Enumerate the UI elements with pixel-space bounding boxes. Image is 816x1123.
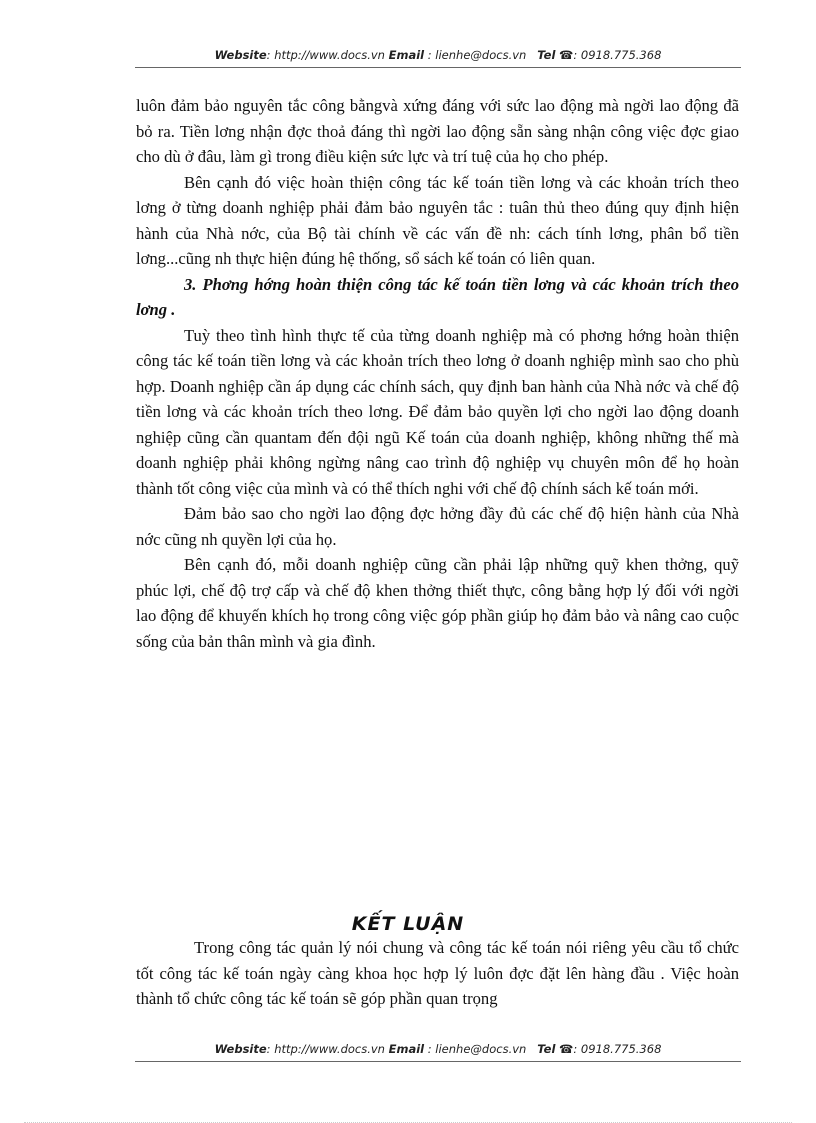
header-email-link[interactable]: : lienhe@docs.vn xyxy=(424,48,527,62)
paragraph-3: Tuỳ theo tình hình thực tế của từng doanh nghiệp mà có phơng hớng hoàn thiện công tác kế toán tiền lơng và các khoản trích theo lơng ở doanh nghiệp mình sao cho phù hợp. Doanh nghiệp cần áp dụng các chính sách, quy định ban hành của Nhà nớc và chế độ tiền lơng và các khoản trích theo lơng. Để đảm bảo quyền lợi cho ngời lao động doanh nghiệp cũng cần quantam đến đội ngũ Kế toán của doanh nghiệp, không những thế mà doanh nghiệp phải không ngừng nâng cao trình độ nghiệp vụ chuyên môn để họ hoàn thành tốt công việc của mình và có thể thích nghi với chế độ chính sách kế toán mới. xyxy=(136,325,739,498)
page-footer xyxy=(135,1042,741,1056)
conclusion-title: KẾT LUẬN xyxy=(351,913,465,935)
footer-divider xyxy=(135,1061,741,1062)
header-website-link[interactable]: : http://www.docs.vn xyxy=(266,48,385,62)
phone-icon: ☎ xyxy=(559,1042,574,1056)
conclusion-paragraph: Trong công tác quản lý nói chung và công tác kế toán nói riêng yêu cầu tổ chức tốt công tác kế toán ngày càng khoa học hợp lý luôn đợc đặt lên hàng đầu . Việc hoàn thành tổ chức công tác kế toán sẽ góp phần quan trọng xyxy=(136,938,739,1008)
phone-icon: ☎ xyxy=(559,48,574,62)
page-header xyxy=(135,48,741,62)
header-email-label: Email xyxy=(388,48,425,62)
paragraph-1: luôn đảm bảo nguyên tắc công bằngvà xứng đáng với sức lao động mà ngời lao động đã bỏ ra. Tiền lơng nhận đợc thoả đáng thì ngời lao động sẵn sàng nhận công việc đợc giao cho dù ở đâu, làm gì trong điều kiện sức lực và trí tuệ của họ cho phép. xyxy=(136,96,739,166)
header-tel-label: Tel xyxy=(537,48,556,62)
header-divider xyxy=(135,67,741,68)
footer-email-label: Email xyxy=(388,1042,425,1056)
footer-tel-label: Tel xyxy=(537,1042,556,1056)
footer-email-link[interactable]: : lienhe@docs.vn xyxy=(424,1042,527,1056)
footer-tel-value: : 0918.775.368 xyxy=(573,1042,662,1056)
conclusion-body xyxy=(136,935,739,1012)
paragraph-5: Bên cạnh đó, mỗi doanh nghiệp cũng cần phải lập những quỹ khen thởng, quỹ phúc lợi, chế độ trợ cấp và chế độ khen thởng thiết thực, công bằng hợp lý đối với ngời lao động để khuyến khích họ trong công việc góp phần giúp họ đảm bảo và nâng cao cuộc sống của bản thân mình và gia đình. xyxy=(136,555,739,651)
section-heading: 3. Phơng hớng hoàn thiện công tác kế toán tiền lơng và các khoản trích theo lơng . xyxy=(136,274,739,319)
footer-website-link[interactable]: : http://www.docs.vn xyxy=(266,1042,385,1056)
footer-website-label: Website xyxy=(214,1042,267,1056)
document-body xyxy=(136,93,739,654)
paragraph-2: Bên cạnh đó việc hoàn thiện công tác kế toán tiền lơng và các khoản trích theo lơng ở từng doanh nghiệp phải đảm bảo nguyên tắc : tuân thủ theo đúng quy định hiện hành của Nhà nớc, của Bộ tài chính về các vấn đề nh: cách tính lơng, phân bổ tiền lơng...cũng nh thực hiện đúng hệ thống, sổ sách kế toán có liên quan. xyxy=(136,172,739,268)
header-website-label: Website xyxy=(214,48,267,62)
paragraph-4: Đảm bảo sao cho ngời lao động đợc hởng đầy đủ các chế độ hiện hành của Nhà nớc cũng nh quyền lợi của họ. xyxy=(136,504,739,549)
header-tel-value: : 0918.775.368 xyxy=(573,48,662,62)
